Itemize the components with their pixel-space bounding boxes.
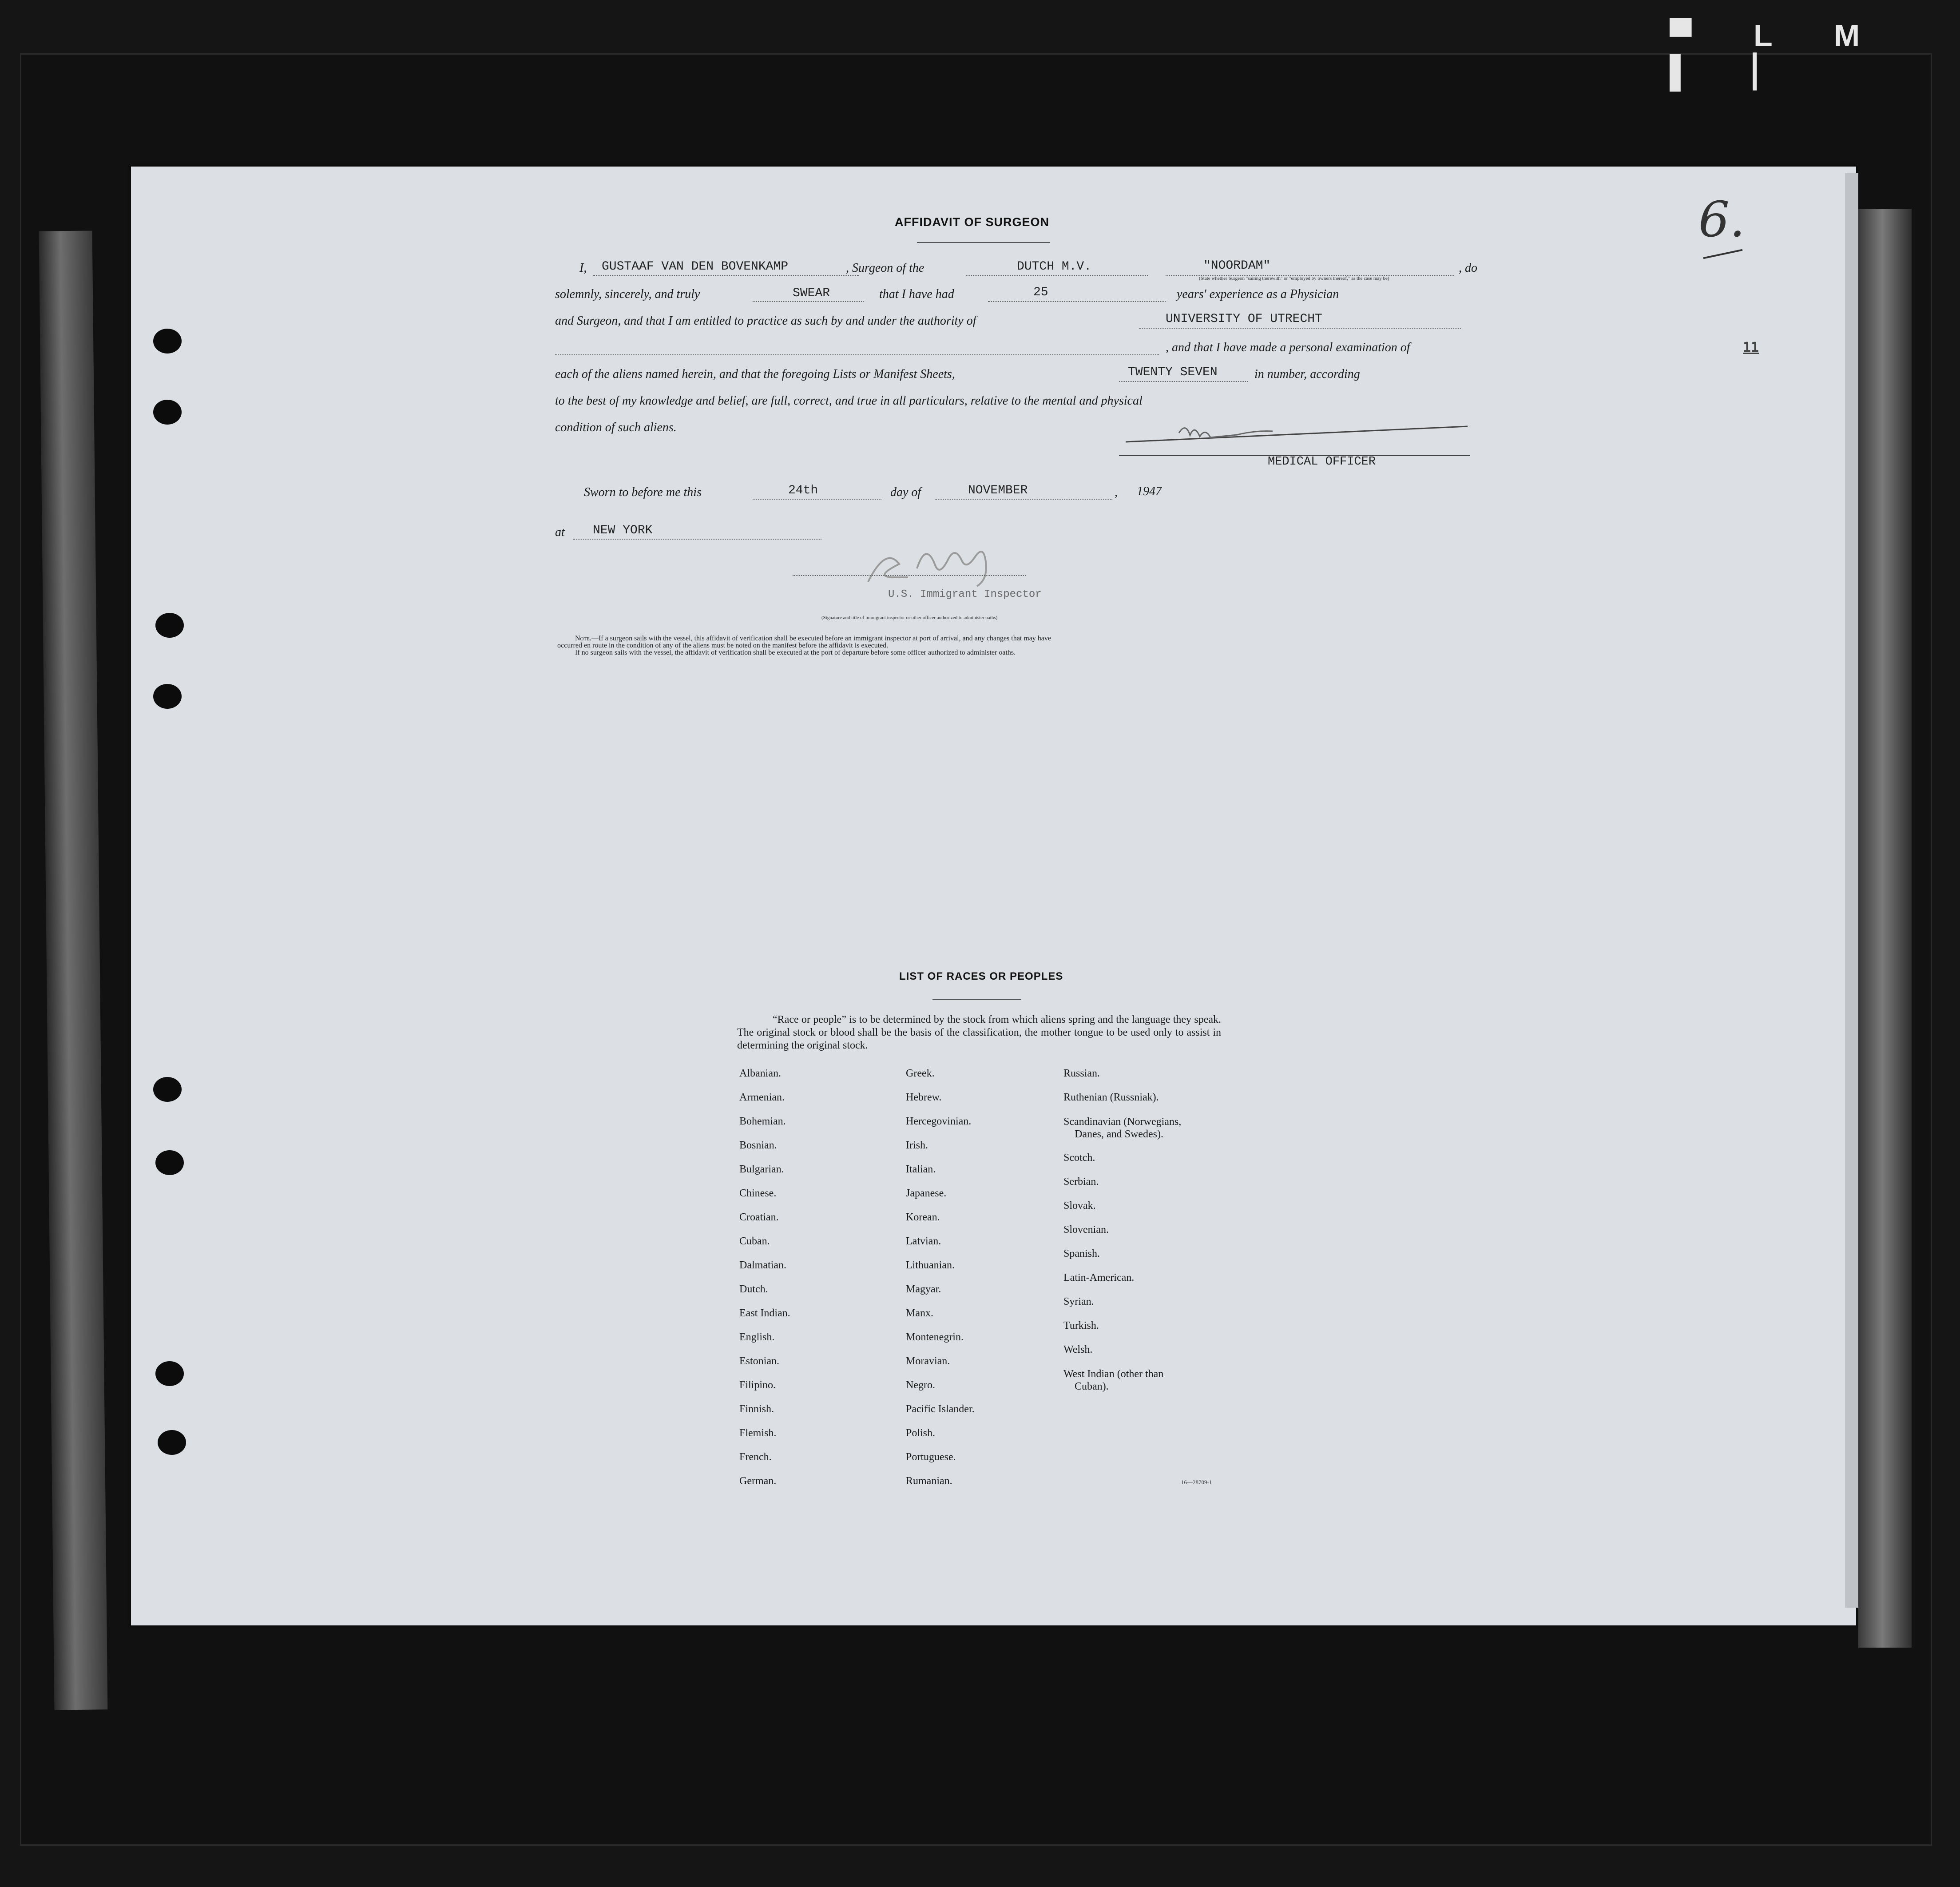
- race-item: Welsh.: [1063, 1344, 1093, 1355]
- race-item: Estonian.: [739, 1355, 779, 1367]
- race-item: Chinese.: [739, 1188, 777, 1199]
- race-item: Finnish.: [739, 1403, 774, 1415]
- race-item: Montenegrin.: [906, 1331, 964, 1343]
- sworn-month-field: NOVEMBER: [968, 484, 1028, 497]
- surgeon-signature: [1121, 417, 1472, 449]
- dotted-line: [555, 354, 1159, 355]
- race-item: English.: [739, 1331, 775, 1343]
- affidavit-line2a: solemnly, sincerely, and truly: [555, 287, 700, 301]
- affidavit-line7: condition of such aliens.: [555, 421, 677, 434]
- dotted-line: [1139, 328, 1461, 329]
- affidavit-line2c: years' experience as a Physician: [1177, 287, 1339, 301]
- race-item: Italian.: [906, 1164, 936, 1175]
- affidavit-line2b: that I have had: [879, 287, 954, 301]
- note-line-3: If no surgeon sails with the vessel, the affidavit of verification shall be executed at the port of departure before some officer authorized to administer oaths.: [575, 649, 1016, 656]
- sworn-text-b: day of: [890, 485, 921, 499]
- race-item: Latin-American.: [1063, 1272, 1135, 1283]
- dotted-line: [966, 275, 1148, 276]
- sworn-day-field: 24th: [788, 484, 818, 497]
- affidavit-line4: , and that I have made a personal examination of: [1166, 341, 1410, 354]
- races-title-rule: [932, 999, 1021, 1000]
- inspector-caption: (Signature and title of immigrant inspector or other officer authorized to administer oaths): [821, 615, 998, 620]
- sheet-curled-edge: [1845, 173, 1858, 1608]
- affidavit-line1-mid: , Surgeon of the: [846, 261, 924, 275]
- race-item: Danes, and Swedes).: [1075, 1128, 1163, 1140]
- affidavit-note: [557, 635, 1463, 656]
- race-item: Japanese.: [906, 1188, 947, 1199]
- race-item: Croatian.: [739, 1212, 779, 1223]
- punch-hole: [153, 329, 182, 354]
- film-edge-marks: ▀ L M ▌ ▏: [1670, 18, 1887, 89]
- race-item: Polish.: [906, 1427, 936, 1439]
- dotted-line: [1119, 381, 1248, 382]
- affidavit-line3: and Surgeon, and that I am entitled to practice as such by and under the authority of: [555, 314, 976, 328]
- sworn-text-a: Sworn to before me this: [584, 485, 702, 499]
- sworn-year: 1947: [1137, 485, 1162, 498]
- race-item: Negro.: [906, 1379, 935, 1391]
- race-item: Magyar.: [906, 1283, 941, 1295]
- race-item: Korean.: [906, 1212, 940, 1223]
- race-item: Spanish.: [1063, 1248, 1100, 1259]
- race-item: Turkish.: [1063, 1320, 1099, 1331]
- races-column-3: [1063, 1061, 1181, 1393]
- race-item: Slovenian.: [1063, 1224, 1109, 1235]
- dotted-line: [753, 499, 881, 500]
- margin-stamp: 11: [1743, 340, 1759, 355]
- race-item: Moravian.: [906, 1355, 950, 1367]
- race-item: French.: [739, 1451, 772, 1463]
- oath-field: SWEAR: [793, 286, 830, 300]
- race-item: West Indian (other than: [1063, 1368, 1164, 1380]
- punch-hole: [158, 1430, 186, 1455]
- dotted-line: [793, 575, 1026, 576]
- surgeon-name-field: GUSTAAF VAN DEN BOVENKAMP: [602, 260, 789, 274]
- form-number: 16—28709-1: [1181, 1479, 1212, 1486]
- punch-hole: [155, 1361, 184, 1386]
- at-label: at: [555, 525, 565, 539]
- race-item: Slovak.: [1063, 1200, 1096, 1212]
- affidavit-line1-prefix: I,: [579, 261, 587, 275]
- sheets-count-field: TWENTY SEVEN: [1128, 365, 1218, 379]
- race-item: Latvian.: [906, 1235, 941, 1247]
- race-item: Dalmatian.: [739, 1259, 786, 1271]
- note-label: Note.: [575, 635, 591, 642]
- race-item: Albanian.: [739, 1068, 781, 1079]
- races-column-2: [906, 1061, 975, 1493]
- dotted-line: [593, 275, 859, 276]
- race-item: Portuguese.: [906, 1451, 956, 1463]
- dotted-line: [753, 301, 864, 302]
- punch-hole: [155, 613, 184, 638]
- document-sheet: [131, 167, 1856, 1625]
- affidavit-line5b: in number, according: [1254, 367, 1360, 381]
- race-item: Scandinavian (Norwegians,: [1063, 1116, 1182, 1128]
- race-item: Lithuanian.: [906, 1259, 955, 1271]
- race-item: Bohemian.: [739, 1116, 786, 1127]
- races-title: LIST OF RACES OR PEOPLES: [899, 970, 1063, 982]
- inspector-signature: [859, 542, 1024, 591]
- race-item: Cuban.: [739, 1235, 770, 1247]
- handwritten-page-number: 6.: [1698, 191, 1745, 248]
- affidavit-line6: to the best of my knowledge and belief, are full, correct, and true in all particulars, relative to the mental and physical: [555, 394, 1143, 408]
- races-column-1: [739, 1061, 790, 1493]
- affidavit-line5a: each of the aliens named herein, and that the foregoing Lists or Manifest Sheets,: [555, 367, 955, 381]
- dotted-line: [988, 301, 1166, 302]
- race-item: Armenian.: [739, 1092, 785, 1103]
- race-item: Cuban).: [1075, 1381, 1109, 1392]
- race-item: Flemish.: [739, 1427, 777, 1439]
- title-rule: [917, 242, 1050, 243]
- race-item: Scotch.: [1063, 1152, 1095, 1164]
- binder-strip-right: [1858, 209, 1912, 1648]
- nationality-field: DUTCH M.V.: [1017, 260, 1092, 274]
- sworn-text-c: ,: [1115, 485, 1118, 499]
- race-item: Greek.: [906, 1068, 935, 1079]
- races-intro: “Race or people” is to be determined by the stock from which aliens spring and the language they speak. The original stock or blood shall be the basis of the classification, the mother tongue to be used only to assist in determining the original stock.: [737, 1014, 1221, 1051]
- race-item: Pacific Islander.: [906, 1403, 975, 1415]
- race-item: German.: [739, 1475, 777, 1487]
- medical-officer-label: MEDICAL OFFICER: [1268, 455, 1376, 469]
- race-item: Hercegovinian.: [906, 1116, 972, 1127]
- race-item: Ruthenian (Russniak).: [1063, 1092, 1159, 1103]
- race-item: Russian.: [1063, 1068, 1100, 1079]
- vessel-name-field: "NOORDAM": [1203, 259, 1271, 273]
- race-item: Bulgarian.: [739, 1164, 784, 1175]
- race-item: Manx.: [906, 1307, 933, 1319]
- vessel-state-note: (State whether Surgeon "sailing therewith" or "employed by owners thereof," as the case may be): [1199, 276, 1389, 281]
- authority-field: UNIVERSITY OF UTRECHT: [1166, 312, 1322, 326]
- race-item: Serbian.: [1063, 1176, 1099, 1188]
- dotted-line: [573, 539, 821, 540]
- race-item: Syrian.: [1063, 1296, 1094, 1307]
- punch-hole: [153, 684, 182, 709]
- race-item: Rumanian.: [906, 1475, 952, 1487]
- dotted-line: [935, 499, 1112, 500]
- affidavit-line1-do: , do: [1459, 261, 1477, 275]
- affidavit-title: AFFIDAVIT OF SURGEON: [895, 215, 1049, 229]
- handwritten-underline: [1703, 249, 1743, 259]
- punch-hole: [153, 400, 182, 425]
- note-line-2: occurred en route in the condition of any of the aliens must be noted on the manifest before the affidavit is executed.: [557, 642, 889, 649]
- punch-hole: [153, 1077, 182, 1102]
- race-item: Bosnian.: [739, 1140, 777, 1151]
- place-field: NEW YORK: [593, 524, 653, 537]
- years-field: 25: [1033, 286, 1048, 299]
- race-item: East Indian.: [739, 1307, 790, 1319]
- note-line-1: —If a surgeon sails with the vessel, this affidavit of verification shall be executed before an immigrant inspector at port of arrival, and any changes that may have: [591, 635, 1051, 642]
- race-item: Hebrew.: [906, 1092, 942, 1103]
- race-item: Irish.: [906, 1140, 928, 1151]
- punch-hole: [155, 1150, 184, 1175]
- race-item: Filipino.: [739, 1379, 776, 1391]
- inspector-title: U.S. Immigrant Inspector: [888, 588, 1042, 600]
- race-item: Dutch.: [739, 1283, 768, 1295]
